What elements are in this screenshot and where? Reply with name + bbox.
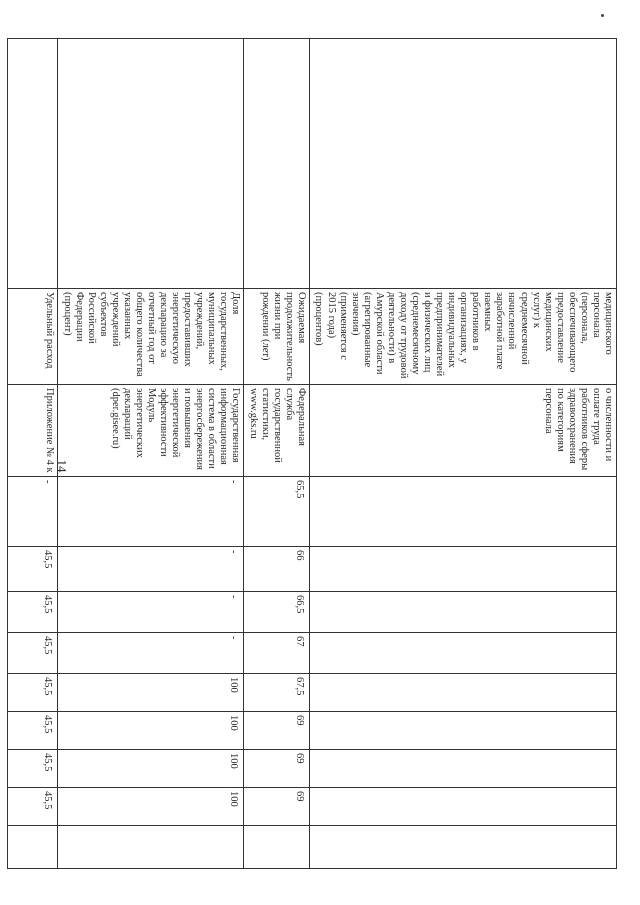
blank-cell (244, 39, 310, 289)
indicator-cell: медицинского персонала (персонала, обеспечивающего предоставление медицинских услуг) к среднемесячной начисленной заработной плате наемных работников в организациях, у индивидуальных предпринимателей и физических лиц (среднемесячному доходу от трудовой деятельности) в Амурской области (агрегированные значения) (применяется с 2015 года) (процентов) (310, 289, 617, 385)
value-cell (58, 826, 244, 869)
value-cell: 45,5 (8, 592, 58, 633)
value-cell: 45,5 (8, 712, 58, 750)
blank-cell (58, 39, 244, 289)
value-cell (310, 674, 617, 712)
source-cell: Государственная информационная система в области энергосбережения и повышения энергетической эффективности Модуль энергетических деклараций (dper.gisee.ru) (58, 385, 244, 477)
value-cell: 66,5 (244, 592, 310, 633)
value-cell: 67 (244, 633, 310, 674)
value-cell: - (58, 547, 244, 592)
indicator-cell: Доля государственных, муниципальных учреждений, предоставивших энергетическую декларацию за отчетный год от общего количества указанных учреждений субъектов Российской Федерации (процент) (58, 289, 244, 385)
table-row (310, 39, 617, 869)
value-cell: 69 (244, 712, 310, 750)
indicator-cell: Удельный расход (8, 289, 58, 385)
value-cell: 100 (58, 750, 244, 788)
value-cell: 45,5 (8, 633, 58, 674)
value-cell: 100 (58, 712, 244, 750)
value-cell: 100 (58, 674, 244, 712)
value-cell: 100 (58, 788, 244, 826)
blank-cell (310, 39, 617, 289)
value-cell: - (58, 477, 244, 547)
page-number: 14 (54, 459, 70, 473)
value-cell: - (58, 592, 244, 633)
value-cell (310, 633, 617, 674)
value-cell: - (8, 477, 58, 547)
value-cell (310, 547, 617, 592)
value-cell: - (58, 633, 244, 674)
value-cell (310, 712, 617, 750)
value-cell (8, 826, 58, 869)
value-cell (310, 477, 617, 547)
value-cell (244, 826, 310, 869)
indicators-table (8, 38, 618, 869)
value-cell: 69 (244, 788, 310, 826)
value-cell (310, 826, 617, 869)
value-cell (310, 750, 617, 788)
source-cell: о численности и оплате труда работников сферы здравоохранения по категориям персонала (310, 385, 617, 477)
source-cell: Федеральная служба государственной статистики, www.gks.ru (244, 385, 310, 477)
scan-speck (601, 14, 604, 17)
value-cell (310, 788, 617, 826)
blank-cell (8, 39, 58, 289)
value-cell (310, 592, 617, 633)
table-row (244, 39, 310, 869)
value-cell: 65,5 (244, 477, 310, 547)
table-row (8, 39, 58, 869)
value-cell: 69 (244, 750, 310, 788)
table-row (58, 39, 244, 869)
value-cell: 66 (244, 547, 310, 592)
value-cell: 45,5 (8, 750, 58, 788)
source-cell: Приложение № 4 к (8, 385, 58, 477)
value-cell: 45,5 (8, 788, 58, 826)
indicator-cell: Ожидаемая продолжительность жизни при рождении (лет) (244, 289, 310, 385)
value-cell: 45,5 (8, 547, 58, 592)
value-cell: 67,5 (244, 674, 310, 712)
value-cell: 45,5 (8, 674, 58, 712)
